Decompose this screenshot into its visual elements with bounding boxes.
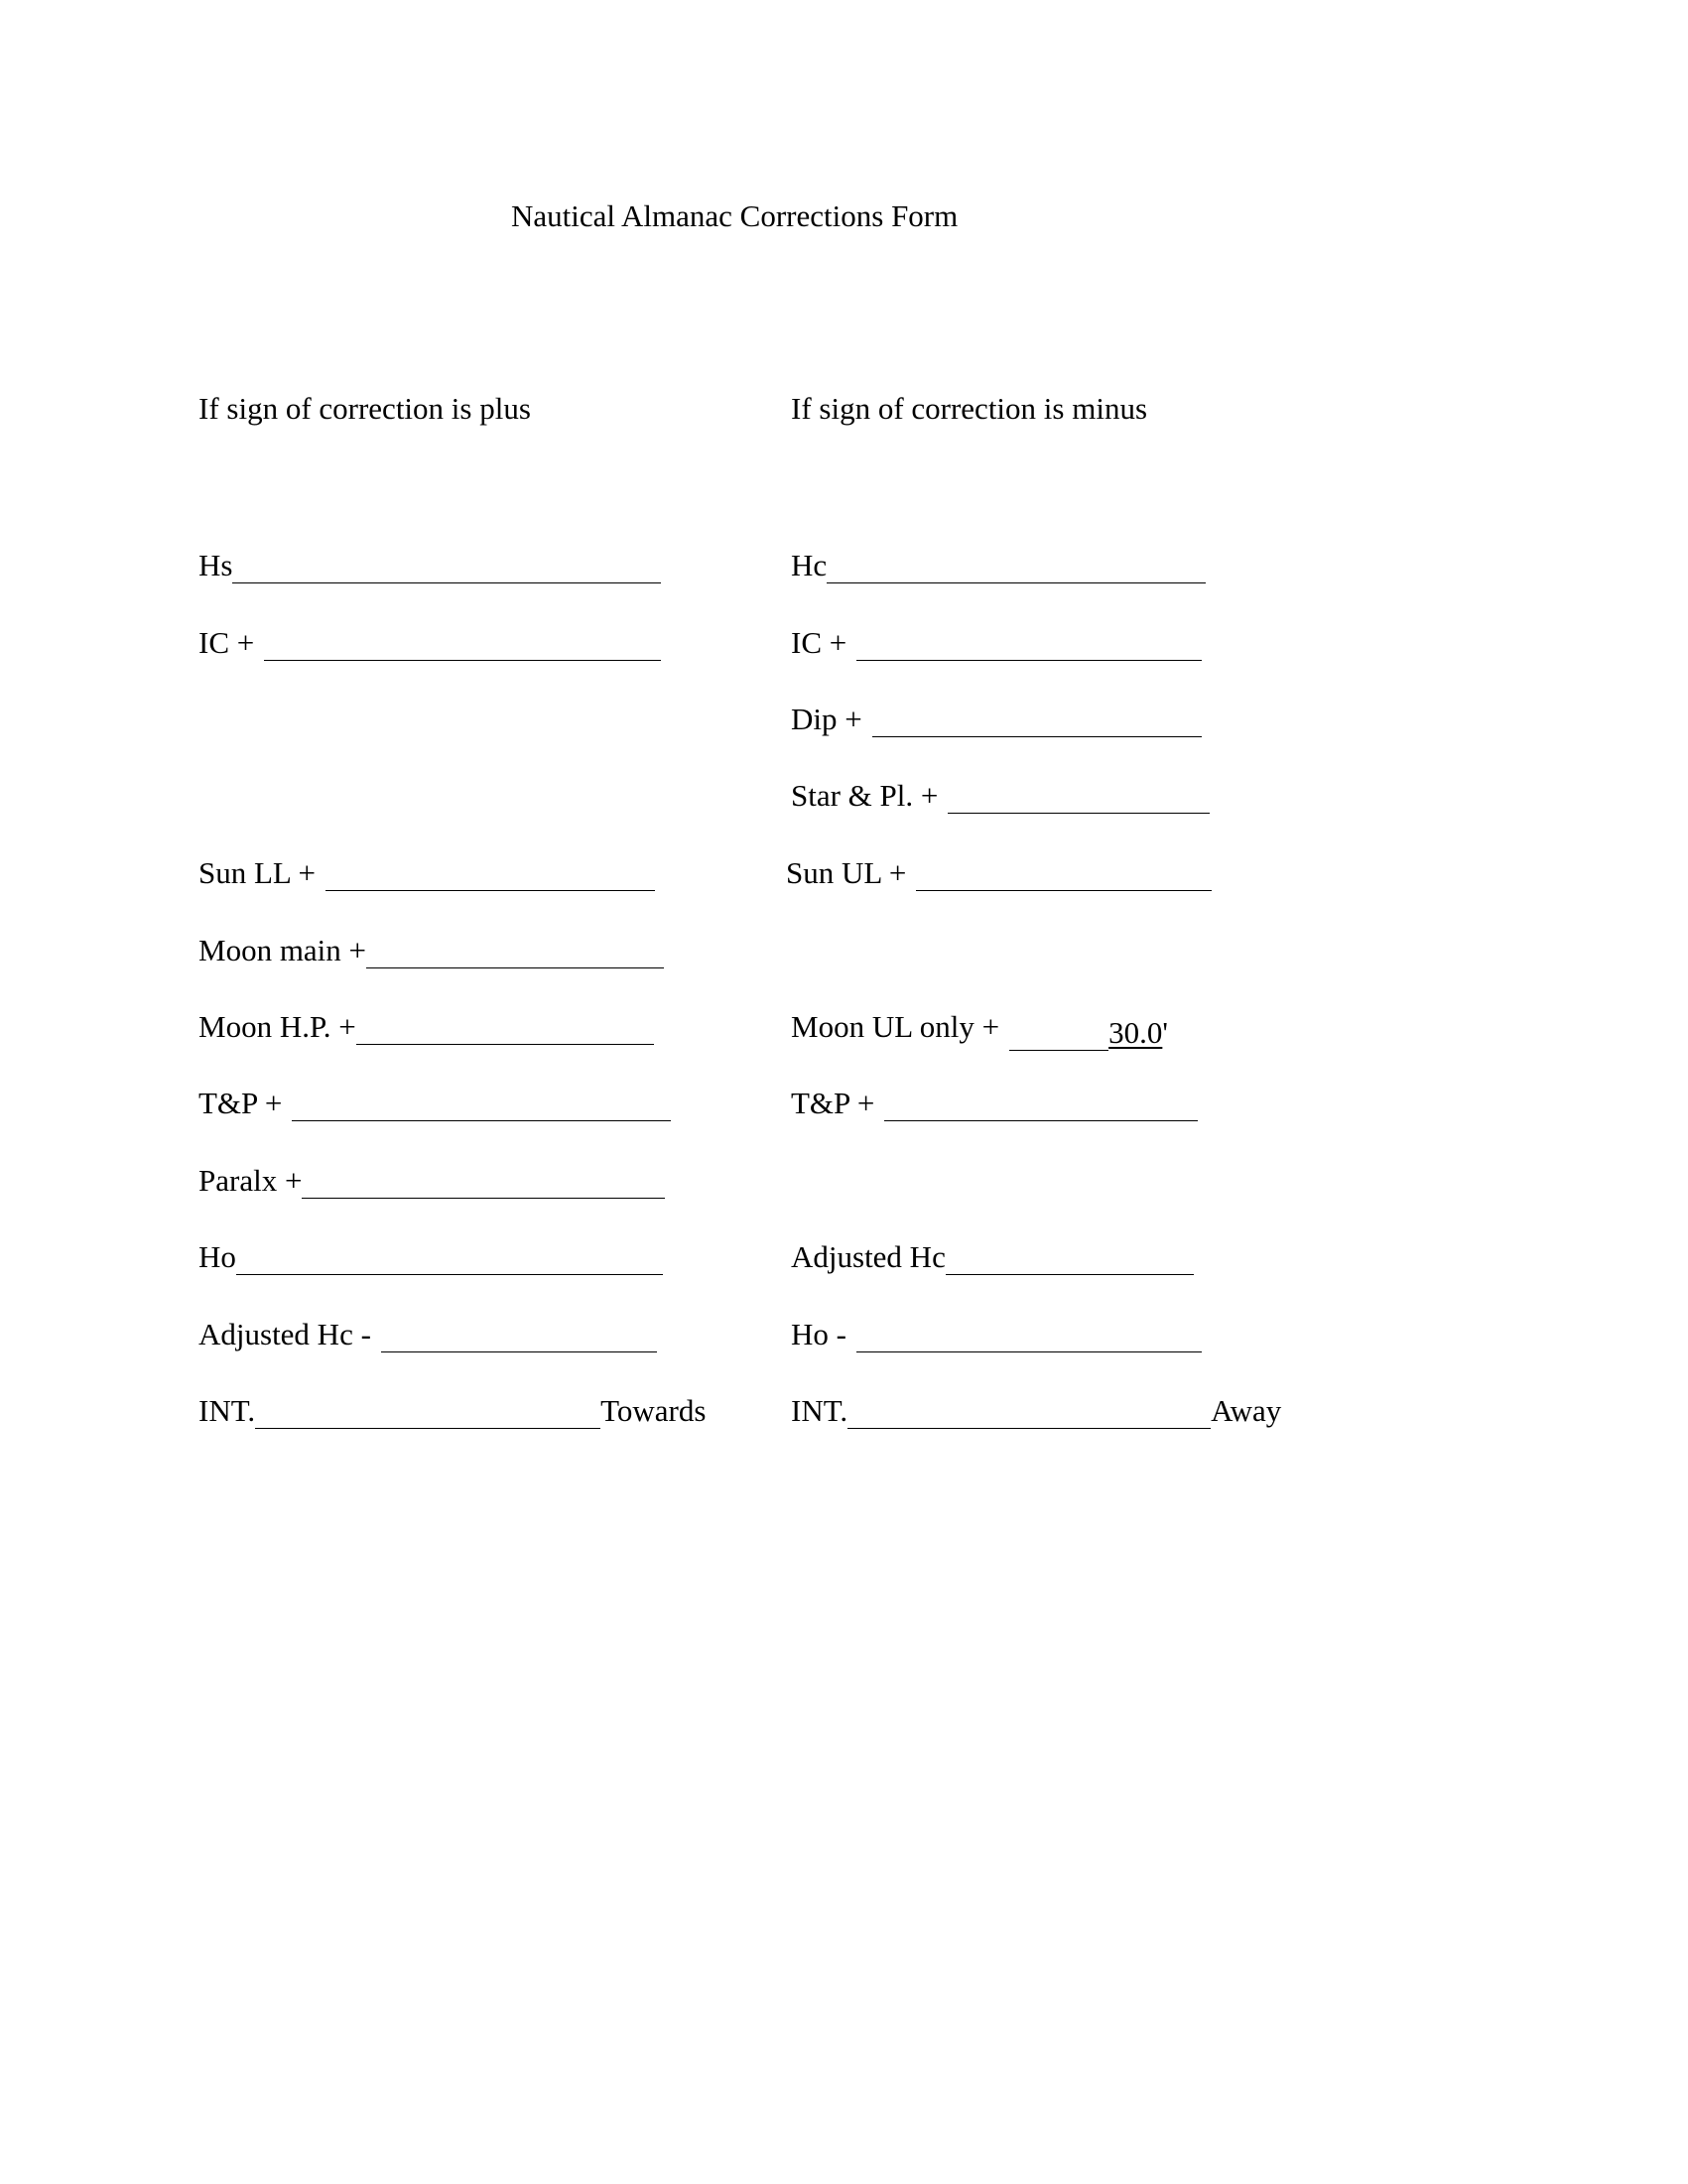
int-away-row: [791, 1387, 1281, 1431]
minus-column-heading: If sign of correction is minus: [791, 391, 1148, 426]
paralx-row: [198, 1157, 665, 1201]
hc-label: Hc: [791, 548, 828, 582]
star-pl-row: [791, 772, 1210, 816]
ic-plus-label: IC +: [198, 625, 255, 660]
moon-hp-label: Moon H.P. +: [198, 1009, 356, 1044]
ic-minus-row: [791, 619, 1202, 663]
hc-row: [791, 542, 1206, 585]
ho-minus-row: [791, 1311, 1202, 1354]
moon-ul-only-blank: [1009, 1016, 1108, 1051]
sun-ll-row: [198, 849, 655, 893]
sun-ll-label: Sun LL +: [198, 855, 316, 890]
int-towards-field[interactable]: [255, 1394, 600, 1429]
star-pl-field[interactable]: [948, 779, 1210, 814]
moon-main-label: Moon main +: [198, 933, 367, 967]
adjusted-hc-minus-row: [198, 1311, 657, 1354]
moon-ul-only-value: 30.0: [1108, 1015, 1163, 1050]
moon-hp-row: [198, 1003, 654, 1047]
towards-label: Towards: [600, 1393, 707, 1428]
paralx-label: Paralx +: [198, 1163, 303, 1198]
ho-minus-field[interactable]: [856, 1318, 1202, 1352]
sun-ul-label: Sun UL +: [786, 855, 907, 890]
moon-ul-only-label: Moon UL only +: [791, 1009, 1000, 1044]
int-towards-label: INT.: [198, 1393, 256, 1428]
moon-main-row: [198, 927, 664, 970]
plus-column-heading: If sign of correction is plus: [198, 391, 531, 426]
moon-ul-only-unit: ': [1162, 1015, 1168, 1050]
adjusted-hc-minus-field[interactable]: [381, 1318, 657, 1352]
paralx-field[interactable]: [302, 1164, 665, 1199]
tp-minus-row: [791, 1080, 1198, 1123]
dip-row: [791, 696, 1202, 739]
dip-label: Dip +: [791, 702, 862, 736]
ic-plus-field[interactable]: [264, 626, 661, 661]
moon-hp-field[interactable]: [356, 1010, 654, 1045]
hs-row: [198, 542, 661, 585]
hc-field[interactable]: [827, 549, 1206, 583]
ic-minus-field[interactable]: [856, 626, 1202, 661]
adjusted-hc-minus-label: Adjusted Hc -: [198, 1317, 371, 1351]
moon-main-field[interactable]: [366, 934, 664, 968]
int-towards-row: [198, 1387, 706, 1431]
away-label: Away: [1211, 1393, 1282, 1428]
adjusted-hc-field[interactable]: [946, 1240, 1194, 1275]
ic-minus-label: IC +: [791, 625, 847, 660]
tp-plus-row: [198, 1080, 671, 1123]
ho-field[interactable]: [236, 1240, 663, 1275]
sun-ul-field[interactable]: [916, 856, 1212, 891]
tp-plus-label: T&P +: [198, 1086, 283, 1120]
int-away-label: INT.: [791, 1393, 848, 1428]
hs-label: Hs: [198, 548, 233, 582]
sun-ul-row: [786, 849, 1212, 893]
moon-ul-only-field[interactable]: [1009, 1011, 1168, 1050]
ho-label: Ho: [198, 1239, 236, 1274]
form-title: Nautical Almanac Corrections Form: [511, 198, 959, 233]
dip-field[interactable]: [872, 703, 1202, 737]
adjusted-hc-row: [791, 1233, 1194, 1277]
adjusted-hc-label: Adjusted Hc: [791, 1239, 946, 1274]
tp-minus-field[interactable]: [884, 1087, 1198, 1121]
tp-plus-field[interactable]: [292, 1087, 671, 1121]
tp-minus-label: T&P +: [791, 1086, 875, 1120]
ho-minus-label: Ho -: [791, 1317, 846, 1351]
sun-ll-field[interactable]: [325, 856, 655, 891]
int-away-field[interactable]: [847, 1394, 1211, 1429]
star-pl-label: Star & Pl. +: [791, 778, 939, 813]
ho-row: [198, 1233, 663, 1277]
ic-plus-row: [198, 619, 661, 663]
moon-ul-only-row: [791, 1003, 1168, 1050]
hs-field[interactable]: [232, 549, 661, 583]
